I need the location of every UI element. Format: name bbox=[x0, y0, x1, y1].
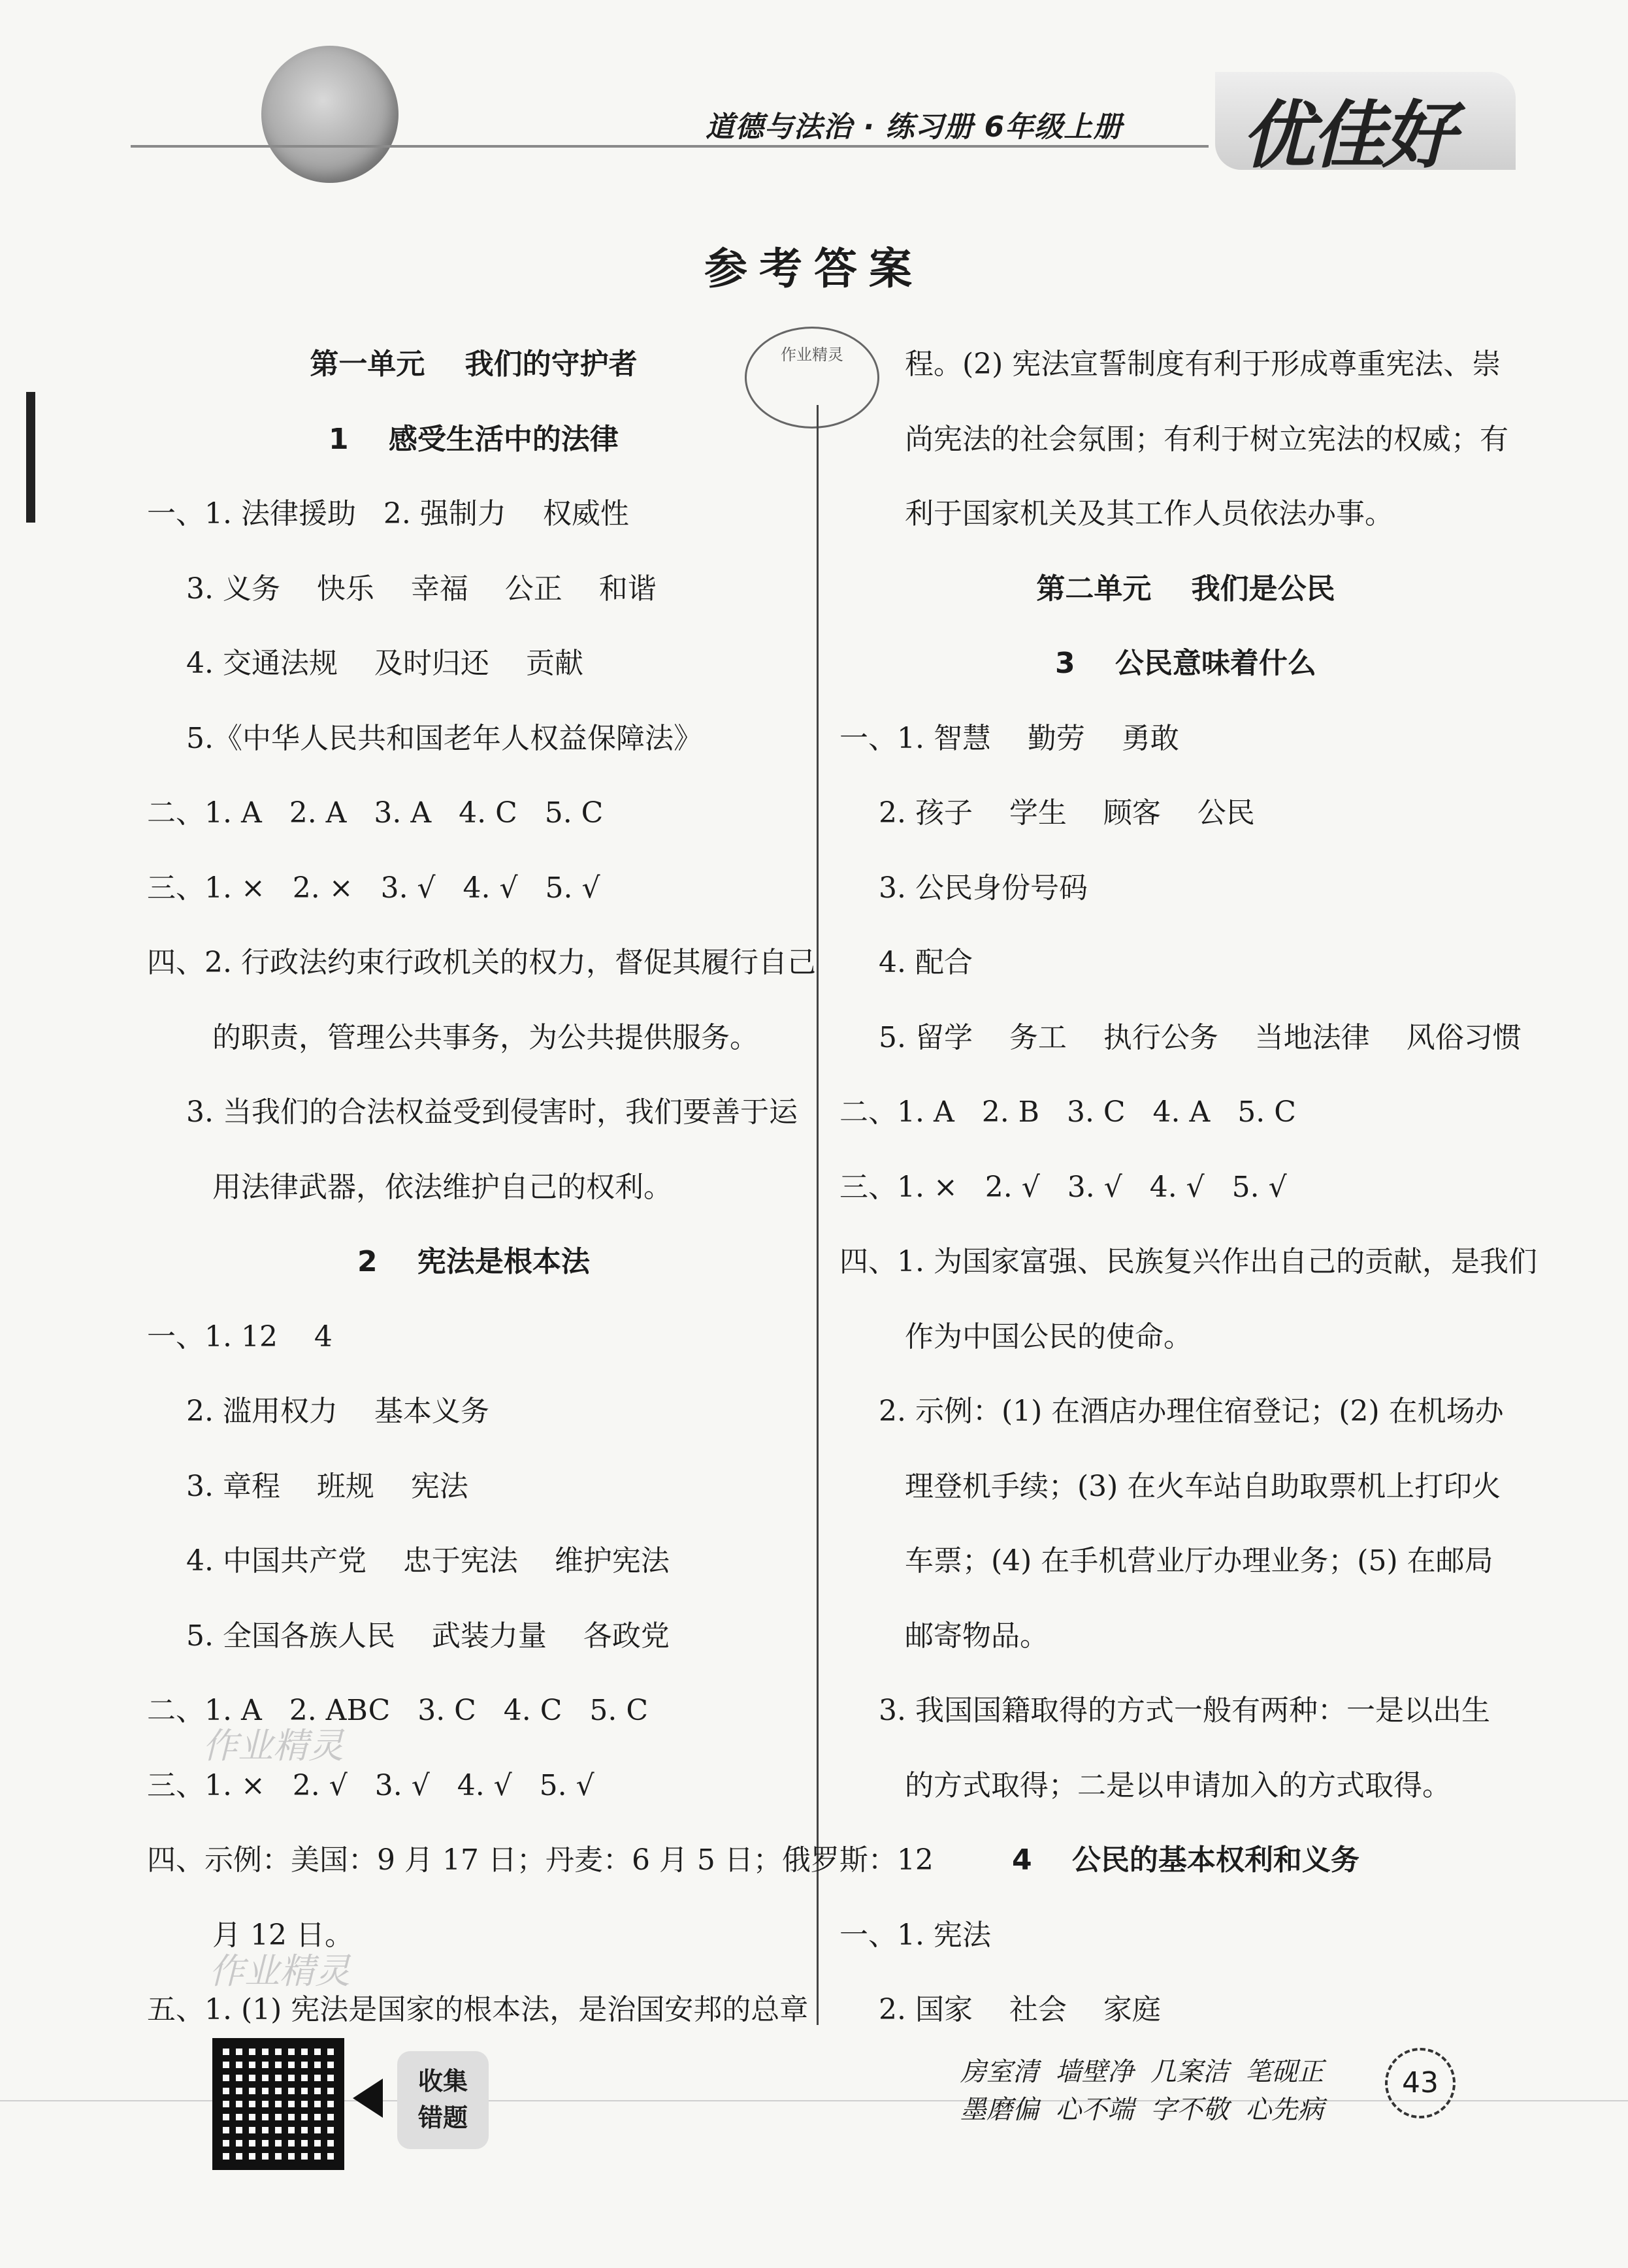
column-divider bbox=[817, 405, 819, 2025]
answer-line: 5. 留学 务工 执行公务 当地法律 风俗习惯 bbox=[879, 1020, 1522, 1054]
answer-line: 车票；(4) 在手机营业厅办理业务；(5) 在邮局 bbox=[905, 1544, 1493, 1578]
answer-line: 程。(2) 宪法宣誓制度有利于形成尊重宪法、崇 bbox=[905, 348, 1501, 381]
answer-line: 3. 章程 班规 宪法 bbox=[186, 1469, 468, 1503]
answer-line: 三、1. × 2. × 3. √ 4. √ 5. √ bbox=[147, 871, 600, 905]
header-subject-line: 道德与法治 · 练习册 6年级上册 bbox=[706, 110, 1123, 144]
brand-logo-text: 优佳好 bbox=[1241, 93, 1453, 178]
answer-line: 五、1. (1) 宪法是国家的根本法，是治国安邦的总章 bbox=[147, 1993, 809, 2026]
answer-line: 四、1. 为国家富强、民族复兴作出自己的贡献，是我们 bbox=[839, 1245, 1537, 1278]
answer-line: 3. 当我们的合法权益受到侵害时，我们要善于运 bbox=[186, 1095, 798, 1129]
answer-line: 4. 配合 bbox=[879, 946, 973, 979]
motto-line-1: 房室清 墙壁净 几案洁 笔砚正 bbox=[960, 2057, 1324, 2087]
answer-line: 2. 滥用权力 基本义务 bbox=[186, 1395, 489, 1428]
page-number: 43 bbox=[1385, 2048, 1456, 2118]
qr-code-image[interactable] bbox=[212, 2038, 344, 2170]
answer-line: 四、示例：美国：9 月 17 日；丹麦：6 月 5 日；俄罗斯：12 bbox=[147, 1843, 934, 1877]
answer-line: 一、1. 12 4 bbox=[147, 1320, 333, 1353]
answer-line: 5.《中华人民共和国老年人权益保障法》 bbox=[186, 721, 702, 755]
stamp-text: 作业精灵 bbox=[781, 346, 843, 364]
section-heading: 2 宪法是根本法 bbox=[357, 1245, 590, 1278]
answer-line: 邮寄物品。 bbox=[905, 1619, 1049, 1653]
answer-line: 的方式取得；二是以申请加入的方式取得。 bbox=[905, 1768, 1451, 1802]
watermark: 作业精灵 bbox=[203, 1725, 344, 1766]
answer-line: 尚宪法的社会氛围；有利于树立宪法的权威；有 bbox=[905, 422, 1508, 456]
answer-line: 2. 示例：(1) 在酒店办理住宿登记；(2) 在机场办 bbox=[879, 1395, 1504, 1428]
answer-line: 三、1. × 2. √ 3. √ 4. √ 5. √ bbox=[147, 1768, 594, 1802]
answer-line: 一、1. 法律援助 2. 强制力 权威性 bbox=[147, 497, 629, 530]
answer-line: 月 12 日。 bbox=[212, 1918, 353, 1952]
answer-line: 用法律武器，依法维护自己的权利。 bbox=[212, 1170, 672, 1204]
answer-line: 二、1. A 2. ABC 3. C 4. C 5. C bbox=[147, 1694, 649, 1727]
page-title: 参考答案 bbox=[704, 244, 924, 294]
section-heading: 1 感受生活中的法律 bbox=[329, 422, 619, 456]
answer-line: 4. 交通法规 及时归还 贡献 bbox=[186, 647, 583, 680]
answer-line: 4. 中国共产党 忠于宪法 维护宪法 bbox=[186, 1544, 670, 1578]
arrow-left-icon bbox=[353, 2079, 383, 2118]
watermark: 作业精灵 bbox=[209, 1951, 350, 1992]
section-heading: 4 公民的基本权利和义务 bbox=[1012, 1843, 1359, 1877]
motto-line-2: 墨磨偏 心不端 字不敬 心先病 bbox=[960, 2095, 1324, 2125]
mascot-robot-image bbox=[261, 46, 399, 183]
answer-line: 的职责，管理公共事务，为公共提供服务。 bbox=[212, 1020, 758, 1054]
answer-line: 一、1. 宪法 bbox=[839, 1918, 991, 1952]
collect-label-line2: 错题 bbox=[417, 2103, 468, 2132]
header-rule bbox=[131, 145, 1209, 148]
scan-edge-mark bbox=[26, 392, 35, 523]
answer-line: 理登机手续；(3) 在火车站自助取票机上打印火 bbox=[905, 1469, 1501, 1503]
collect-mistakes-badge[interactable] bbox=[397, 2051, 489, 2149]
answer-line: 3. 义务 快乐 幸福 公正 和谐 bbox=[186, 572, 657, 606]
answer-line: 一、1. 智慧 勤劳 勇敢 bbox=[839, 721, 1179, 755]
answer-line: 四、2. 行政法约束行政机关的权力，督促其履行自己 bbox=[147, 946, 816, 979]
answer-line: 3. 公民身份号码 bbox=[879, 871, 1088, 905]
answer-line: 二、1. A 2. B 3. C 4. A 5. C bbox=[839, 1095, 1296, 1129]
section-heading: 3 公民意味着什么 bbox=[1055, 647, 1316, 680]
answer-line: 三、1. × 2. √ 3. √ 4. √ 5. √ bbox=[839, 1170, 1287, 1204]
answer-line: 3. 我国国籍取得的方式一般有两种：一是以出生 bbox=[879, 1694, 1490, 1727]
collect-label-line1: 收集 bbox=[417, 2067, 468, 2096]
section-heading: 第二单元 我们是公民 bbox=[1036, 572, 1335, 606]
answer-line: 2. 孩子 学生 顾客 公民 bbox=[879, 796, 1255, 830]
answer-line: 利于国家机关及其工作人员依法办事。 bbox=[905, 497, 1393, 530]
section-heading: 第一单元 我们的守护者 bbox=[310, 348, 638, 381]
answer-line: 5. 全国各族人民 武装力量 各政党 bbox=[186, 1619, 670, 1653]
answer-line: 作为中国公民的使命。 bbox=[905, 1320, 1192, 1353]
answer-line: 二、1. A 2. A 3. A 4. C 5. C bbox=[147, 796, 604, 830]
answer-line: 2. 国家 社会 家庭 bbox=[879, 1993, 1161, 2026]
